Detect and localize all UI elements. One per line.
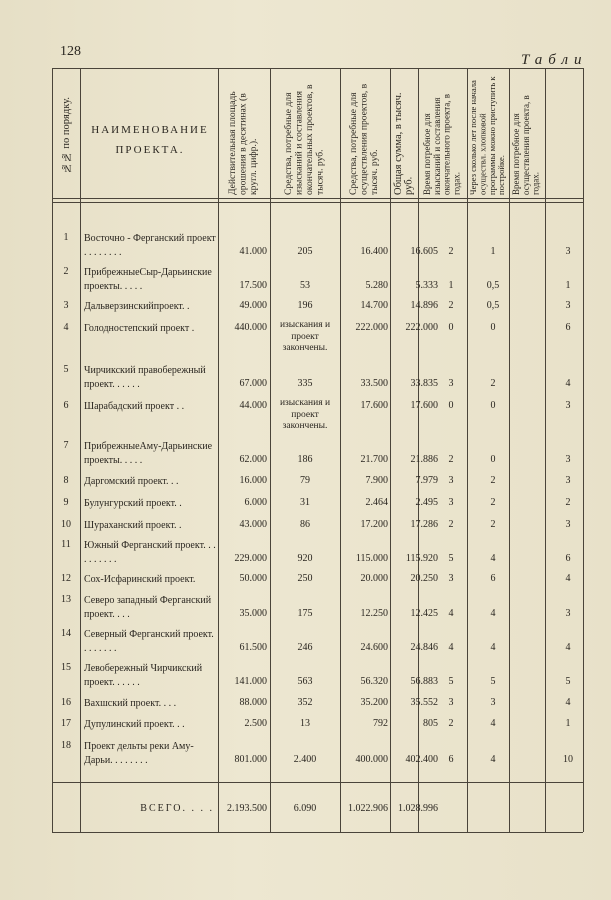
header-double-rule	[52, 202, 583, 203]
row-project-name: Булунгурский проект. .	[84, 498, 182, 509]
row-survey-cost: 335	[297, 378, 313, 389]
row-start-after: 4	[490, 754, 496, 765]
row-area: 229.000	[234, 553, 267, 564]
row-survey-time: 0	[448, 322, 454, 333]
col-rule	[583, 68, 584, 832]
row-survey-time: 2	[448, 718, 454, 729]
row-survey-cost: 246	[297, 642, 313, 653]
row-total-sum: 24.846	[410, 642, 438, 653]
totals-label: ВСЕГО. . . .	[140, 803, 214, 814]
row-survey-time: 3	[448, 697, 454, 708]
row-survey-cost: 2.400	[293, 754, 317, 765]
row-start-after: 0	[490, 454, 496, 465]
row-total-sum: 35.552	[410, 697, 438, 708]
row-project-name: ПрибрежныеАму-Дарьинские проекты. . . . .	[84, 441, 213, 466]
row-total-sum: 7.979	[415, 475, 438, 486]
row-start-after: 2	[490, 519, 496, 530]
row-total-sum: 17.286	[410, 519, 438, 530]
row-start-after: 4	[490, 718, 496, 729]
row-implementation-cost: 7.900	[365, 475, 388, 486]
row-start-after: 2	[490, 378, 496, 389]
row-survey-time: 2	[448, 246, 454, 257]
row-number: 6	[63, 400, 69, 411]
row-number: 18	[61, 740, 71, 751]
row-project-name: Проект дельты реки Аму-Дарьи. . . . . . . .	[84, 741, 194, 766]
totals-sum: 1.028.996	[398, 803, 438, 814]
row-implementation-cost: 14.700	[360, 300, 388, 311]
row-project-name: Дупулинский проект. . .	[84, 719, 185, 730]
row-build-time: 10	[563, 754, 573, 765]
header-implementation-cost: Средства, потребные для осуществления проектов, в тысяч. руб.	[348, 83, 381, 195]
row-start-after: 0,5	[486, 300, 500, 311]
row-area: 88.000	[239, 697, 267, 708]
row-number: 3	[63, 300, 69, 311]
row-number: 14	[61, 628, 71, 639]
row-area: 16.000	[239, 475, 267, 486]
row-number: 9	[63, 497, 69, 508]
row-area: 440.000	[234, 322, 267, 333]
row-project-name: Голодностепский проект .	[84, 323, 195, 334]
row-project-name: Левобережный Чирчикский проект. . . . . .	[84, 663, 203, 688]
header-start-after: Через сколько лет после начала осуществл. хлопковой программы можно приступить к постройке.	[468, 76, 507, 195]
row-implementation-cost: 17.600	[360, 400, 388, 411]
row-project-name: Чирчикский правобережный проект. . . . . .	[84, 365, 206, 390]
row-start-after: 2	[490, 475, 496, 486]
row-survey-cost: 53	[300, 280, 310, 291]
header-survey-time: Время потребное для изысканий и составления окончательного проекта, в годах.	[421, 93, 462, 195]
row-survey-cost: 920	[297, 553, 313, 564]
row-survey-cost: 13	[300, 718, 310, 729]
row-survey-time: 2	[448, 454, 454, 465]
row-number: 11	[61, 539, 71, 550]
row-number: 8	[63, 475, 69, 486]
row-survey-cost: 31	[300, 497, 310, 508]
row-implementation-cost: 17.200	[360, 519, 388, 530]
row-start-after: 5	[490, 676, 496, 687]
row-build-time: 3	[565, 608, 571, 619]
row-total-sum: 14.896	[410, 300, 438, 311]
row-survey-time: 3	[448, 378, 454, 389]
row-survey-cost: 250	[297, 573, 313, 584]
row-build-time: 6	[565, 553, 571, 564]
row-number: 4	[63, 322, 69, 333]
row-build-time: 3	[565, 475, 571, 486]
row-survey-cost: изыскания и проект закончены.	[279, 320, 331, 353]
row-area: 43.000	[239, 519, 267, 530]
row-total-sum: 222.000	[405, 322, 438, 333]
row-total-sum: 56.883	[410, 676, 438, 687]
row-project-name: Шарабадский проект . .	[84, 401, 185, 412]
row-project-name: Вахшский проект. . . .	[84, 698, 177, 709]
header-bottom-rule	[52, 198, 583, 199]
row-number: 12	[61, 573, 71, 584]
row-implementation-cost: 56.320	[360, 676, 388, 687]
row-area: 35.000	[239, 608, 267, 619]
row-start-after: 1	[490, 246, 496, 257]
row-total-sum: 805	[423, 718, 438, 729]
row-survey-time: 0	[448, 400, 454, 411]
row-start-after: 6	[490, 573, 496, 584]
row-survey-time: 5	[448, 676, 454, 687]
page-number: 128	[60, 44, 81, 59]
row-implementation-cost: 16.400	[360, 246, 388, 257]
row-build-time: 6	[565, 322, 571, 333]
row-area: 801.000	[234, 754, 267, 765]
header-survey-cost: Средства, потребные для изысканий и составления окончательных проектов, в тысяч. руб.	[283, 84, 326, 195]
row-number: 16	[61, 697, 71, 708]
row-project-name: Шураханский проект. .	[84, 520, 182, 531]
row-implementation-cost: 792	[373, 718, 388, 729]
row-survey-time: 1	[448, 280, 454, 291]
row-project-name: Северо западный Ферганский проект. . . .	[84, 595, 212, 620]
row-number: 2	[63, 266, 69, 277]
row-survey-time: 3	[448, 475, 454, 486]
row-survey-time: 4	[448, 642, 454, 653]
row-survey-cost: 352	[297, 697, 313, 708]
row-start-after: 4	[490, 642, 496, 653]
row-start-after: 3	[490, 697, 496, 708]
row-area: 6.000	[244, 497, 267, 508]
row-build-time: 4	[565, 378, 571, 389]
row-total-sum: 21.886	[410, 454, 438, 465]
row-total-sum: 402.400	[405, 754, 438, 765]
row-project-name: Восточно - Ферганский проект . . . . . . . .	[84, 233, 216, 258]
row-implementation-cost: 24.600	[360, 642, 388, 653]
col-rule	[545, 68, 546, 832]
row-total-sum: 33.835	[410, 378, 438, 389]
row-number: 5	[63, 364, 69, 375]
row-total-sum: 2.495	[415, 497, 438, 508]
row-build-time: 3	[565, 300, 571, 311]
row-survey-time: 2	[448, 300, 454, 311]
row-implementation-cost: 20.000	[360, 573, 388, 584]
row-project-name: Северный Ферганский проект. . . . . . . .	[84, 629, 214, 654]
row-build-time: 3	[565, 454, 571, 465]
table-bottom-rule	[52, 832, 583, 833]
row-implementation-cost: 12.250	[360, 608, 388, 619]
row-implementation-cost: 35.200	[360, 697, 388, 708]
row-area: 141.000	[234, 676, 267, 687]
row-start-after: 0	[490, 322, 496, 333]
row-survey-cost: 86	[300, 519, 310, 530]
row-number: 15	[61, 662, 71, 673]
row-survey-cost: 186	[297, 454, 313, 465]
body-bottom-rule	[52, 782, 583, 783]
col-rule	[80, 68, 81, 832]
row-project-name: Сох-Исфаринский проект.	[84, 574, 196, 585]
row-implementation-cost: 33.500	[360, 378, 388, 389]
header-build-time: Время потребное для осуществления проекта, в годах.	[511, 95, 541, 195]
row-area: 67.000	[239, 378, 267, 389]
row-survey-time: 2	[448, 519, 454, 530]
row-area: 62.000	[239, 454, 267, 465]
row-area: 50.000	[239, 573, 267, 584]
totals-area: 2.193.500	[227, 803, 267, 814]
row-start-after: 0	[490, 400, 496, 411]
row-build-time: 3	[565, 519, 571, 530]
row-implementation-cost: 400.000	[355, 754, 388, 765]
row-number: 10	[61, 519, 71, 530]
row-build-time: 3	[565, 246, 571, 257]
row-total-sum: 17.600	[410, 400, 438, 411]
row-area: 17.500	[239, 280, 267, 291]
row-build-time: 4	[565, 697, 571, 708]
row-implementation-cost: 21.700	[360, 454, 388, 465]
table-label: Табли	[521, 52, 588, 68]
row-implementation-cost: 115.000	[355, 553, 388, 564]
row-area: 44.000	[239, 400, 267, 411]
row-build-time: 3	[565, 400, 571, 411]
row-survey-time: 6	[448, 754, 454, 765]
row-total-sum: 115.920	[405, 553, 438, 564]
row-survey-cost: 79	[300, 475, 310, 486]
row-implementation-cost: 2.464	[365, 497, 388, 508]
row-build-time: 4	[565, 642, 571, 653]
header-total-sum: Общая сумма, в тысяч. руб.	[392, 92, 414, 195]
row-start-after: 4	[490, 608, 496, 619]
row-implementation-cost: 222.000	[355, 322, 388, 333]
row-start-after: 4	[490, 553, 496, 564]
table-top-rule	[52, 68, 583, 69]
row-build-time: 2	[565, 497, 571, 508]
row-project-name: ПрибрежныеСыр-Дарьинские проекты. . . . .	[84, 267, 212, 292]
row-start-after: 0,5	[486, 280, 500, 291]
row-survey-time: 3	[448, 573, 454, 584]
row-survey-time: 4	[448, 608, 454, 619]
row-area: 61.500	[239, 642, 267, 653]
totals-survey: 6.090	[293, 803, 317, 814]
row-build-time: 4	[565, 573, 571, 584]
row-build-time: 1	[565, 718, 571, 729]
row-build-time: 1	[565, 280, 571, 291]
row-project-name: Южный Ферганский проект. . . . . . . . . .	[84, 540, 216, 565]
row-survey-cost: 175	[297, 608, 313, 619]
row-number: 17	[61, 718, 71, 729]
row-build-time: 5	[565, 676, 571, 687]
row-implementation-cost: 5.280	[365, 280, 388, 291]
header-area: Действительная площадь орошения в десятинах (в кругл. цифр.).	[227, 91, 260, 195]
header-number: №№ по порядку.	[60, 96, 72, 174]
header-project-name: НАИМЕНОВАНИЕ ПРОЕКТА.	[91, 124, 209, 156]
row-project-name: Даргомский проект. . .	[84, 476, 179, 487]
row-number: 13	[61, 594, 71, 605]
row-number: 7	[63, 440, 69, 451]
row-project-name: Дальверзинскийпроект. .	[84, 301, 190, 312]
row-survey-cost: 196	[297, 300, 313, 311]
row-survey-cost: 205	[297, 246, 313, 257]
row-survey-cost: 563	[297, 676, 313, 687]
row-total-sum: 16.605	[410, 246, 438, 257]
row-area: 2.500	[244, 718, 267, 729]
row-total-sum: 5.333	[415, 280, 438, 291]
row-survey-cost: изыскания и проект закончены.	[279, 398, 331, 431]
row-total-sum: 20.250	[410, 573, 438, 584]
totals-implementation: 1.022.906	[348, 803, 388, 814]
row-area: 49.000	[239, 300, 267, 311]
row-survey-time: 3	[448, 497, 454, 508]
row-survey-time: 5	[448, 553, 454, 564]
row-total-sum: 12.425	[410, 608, 438, 619]
row-start-after: 2	[490, 497, 496, 508]
row-number: 1	[63, 232, 69, 243]
row-area: 41.000	[239, 246, 267, 257]
